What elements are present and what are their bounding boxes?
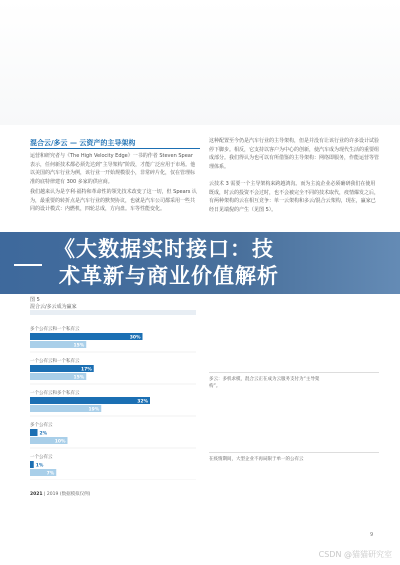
banner-title-line-1: 《大数据实时接口：技 xyxy=(54,237,274,261)
figure-subtitle: 混合云/多云成为赢家 xyxy=(30,304,77,310)
bar-2021-label: 30% xyxy=(129,335,141,341)
source-sep: | xyxy=(43,492,47,497)
bar-2021 xyxy=(30,429,38,436)
source-year-2021: 2021 xyxy=(30,492,43,497)
section-rule xyxy=(30,148,200,149)
banner-title[interactable] xyxy=(54,236,394,290)
category-label: 多个公有云和一个私有云 xyxy=(30,327,80,332)
note-1: 多云：多机求模，混合云正在成为云服务支付为“主导架构”。 xyxy=(209,377,320,389)
left-paragraph-2: 我们越来认为是亨利·福特和革命性的领先技术改变了这一切，但 Spears 认为，最重要的转折点是汽车行业的默契协议，也就是汽车公司都采用一些共同的设计模式：内燃机，四轮总成，方向盘。车等性能变化。 xyxy=(30,189,197,213)
right-paragraph-1: 这种配置至今仍是汽车行业的主导架构，但是并没有让该行业的许多设计试验停下脚步。相反，它支持以客户为中心的创新，使汽车成为现代生活的重要组成部分。我们得认为也可以有所借鉴的主导架构：网络即服务，作能运营等管理体系。 xyxy=(209,138,380,170)
bar-2021-label: 1% xyxy=(35,463,44,469)
top-blank-area xyxy=(0,0,400,125)
bar-2021 xyxy=(30,461,34,468)
page-number: 9 xyxy=(370,532,374,538)
figure-source xyxy=(30,491,90,497)
bar-2021 xyxy=(30,333,143,340)
bar-2019-label: 15% xyxy=(73,343,85,349)
banner-title-line-2: 术革新与商业价值解析 xyxy=(59,264,279,288)
banner-dash xyxy=(14,264,42,266)
bar-2021-label: 32% xyxy=(137,399,148,405)
category-label: 一个公有云 xyxy=(30,455,53,460)
bar-2019-label: 15% xyxy=(73,375,85,381)
note-rule-2 xyxy=(209,452,379,453)
right-paragraph-2: 云技术 3 需要一个主导架构来跨越鸿沟。而为主流企业必须确研我们在使用既成，时云的投资不会过时，也不会被完全不同的技术取代，疫情爆发之后，有两种架构的云在相互竞争：单一云架构和多云/混合云架构，现在，赢家已经日见端倪的产生（见图 5）。 xyxy=(209,181,380,213)
bar-2021-label: 2% xyxy=(39,431,48,437)
figure-label: 图 5 xyxy=(30,297,40,303)
bar-chart xyxy=(30,310,196,480)
section-title: 混合云/多云 — 云资产的主导架构 xyxy=(30,139,136,147)
bar-2019-label: 19% xyxy=(88,407,100,413)
chart-header-band xyxy=(30,310,196,315)
category-label: 多个公有云 xyxy=(30,423,53,428)
source-note: (数据模拟仅例) xyxy=(59,492,91,497)
bar-2021-label: 17% xyxy=(80,367,92,373)
category-label: 一个公有云和多个私有云 xyxy=(30,391,80,396)
bar-2019-label: 7% xyxy=(46,471,55,477)
note-rule-1 xyxy=(209,372,379,373)
note-2: 在疫情期间，大型企业不再局限于单一的公有云 xyxy=(209,457,304,462)
left-paragraph-1: 运营和研究者与《The High Velocity Edge》一书的作者 Steven Spear 表示，任何新技术都必须先达到“主导架构”阶段，才能广泛应用于市场。他以美国的汽车行业为例，该行业一开始规模很小，非常碎片化，仅在管理标准的底特律建有 300 多家的供应商。 xyxy=(30,153,196,185)
watermark: CSDN @猫猫研究室 xyxy=(318,550,392,559)
source-year-2019: 2019 xyxy=(46,492,59,497)
bar-2021 xyxy=(30,397,150,404)
bar-2019-label: 10% xyxy=(54,439,66,445)
category-label: 一个公有云和一个私有云 xyxy=(30,359,80,364)
